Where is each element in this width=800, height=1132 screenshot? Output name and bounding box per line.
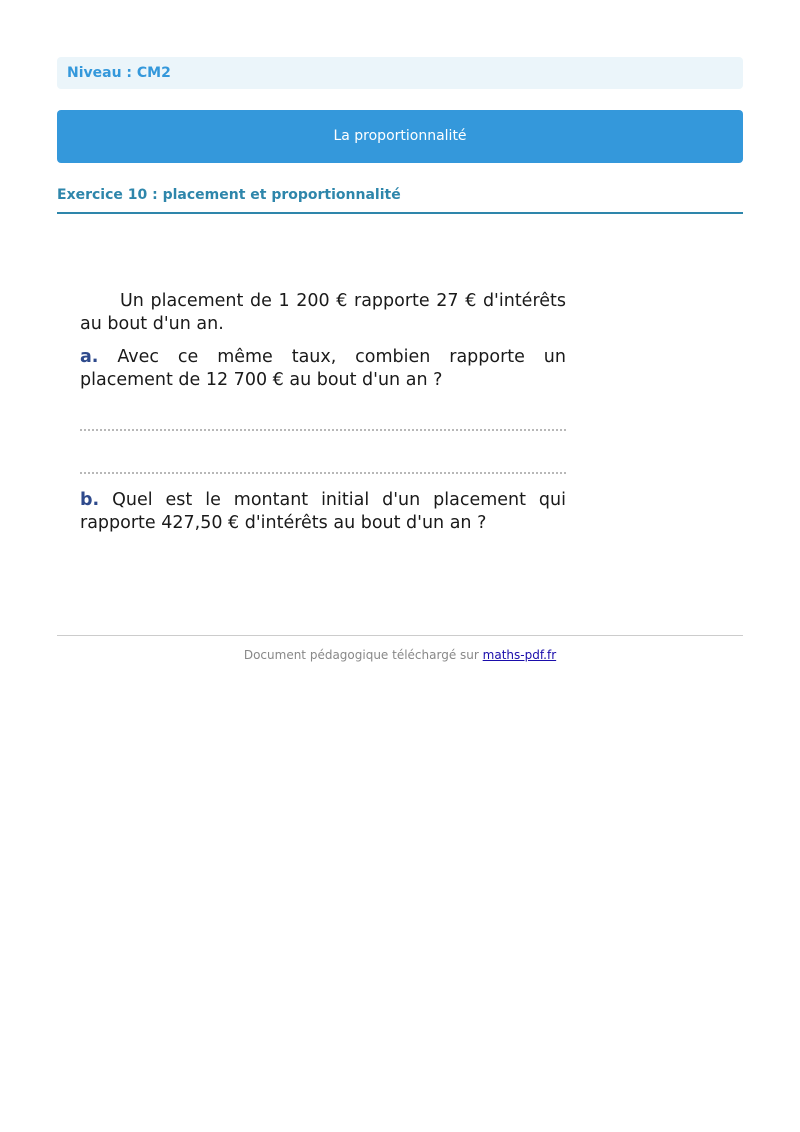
footer-link[interactable]: maths-pdf.fr [482, 648, 557, 662]
exercise-content [80, 290, 566, 535]
question-a-letter: a. [80, 347, 99, 367]
level-label: Niveau : CM2 [67, 65, 171, 81]
exercise-heading: Exercice 10 : placement et proportionnalité [57, 184, 743, 214]
exercise-intro: Un placement de 1 200 € rapporte 27 € d'intérêts au bout d'un an. [80, 291, 566, 334]
level-banner [57, 57, 743, 89]
answer-line-2 [80, 472, 566, 474]
answer-line-1 [80, 429, 566, 431]
footer-divider [57, 635, 743, 636]
footer [57, 648, 743, 662]
title-banner [57, 110, 743, 163]
page-title: La proportionnalité [333, 128, 467, 144]
question-a-text: Avec ce même taux, combien rapporte un placement de 12 700 € au bout d'un an ? [80, 347, 566, 390]
question-a [80, 346, 566, 392]
question-b [80, 489, 566, 535]
question-b-letter: b. [80, 490, 100, 510]
footer-text: Document pédagogique téléchargé sur [243, 648, 479, 662]
question-b-text: Quel est le montant initial d'un placement qui rapporte 427,50 € d'intérêts au bout d'un an ? [80, 490, 566, 533]
